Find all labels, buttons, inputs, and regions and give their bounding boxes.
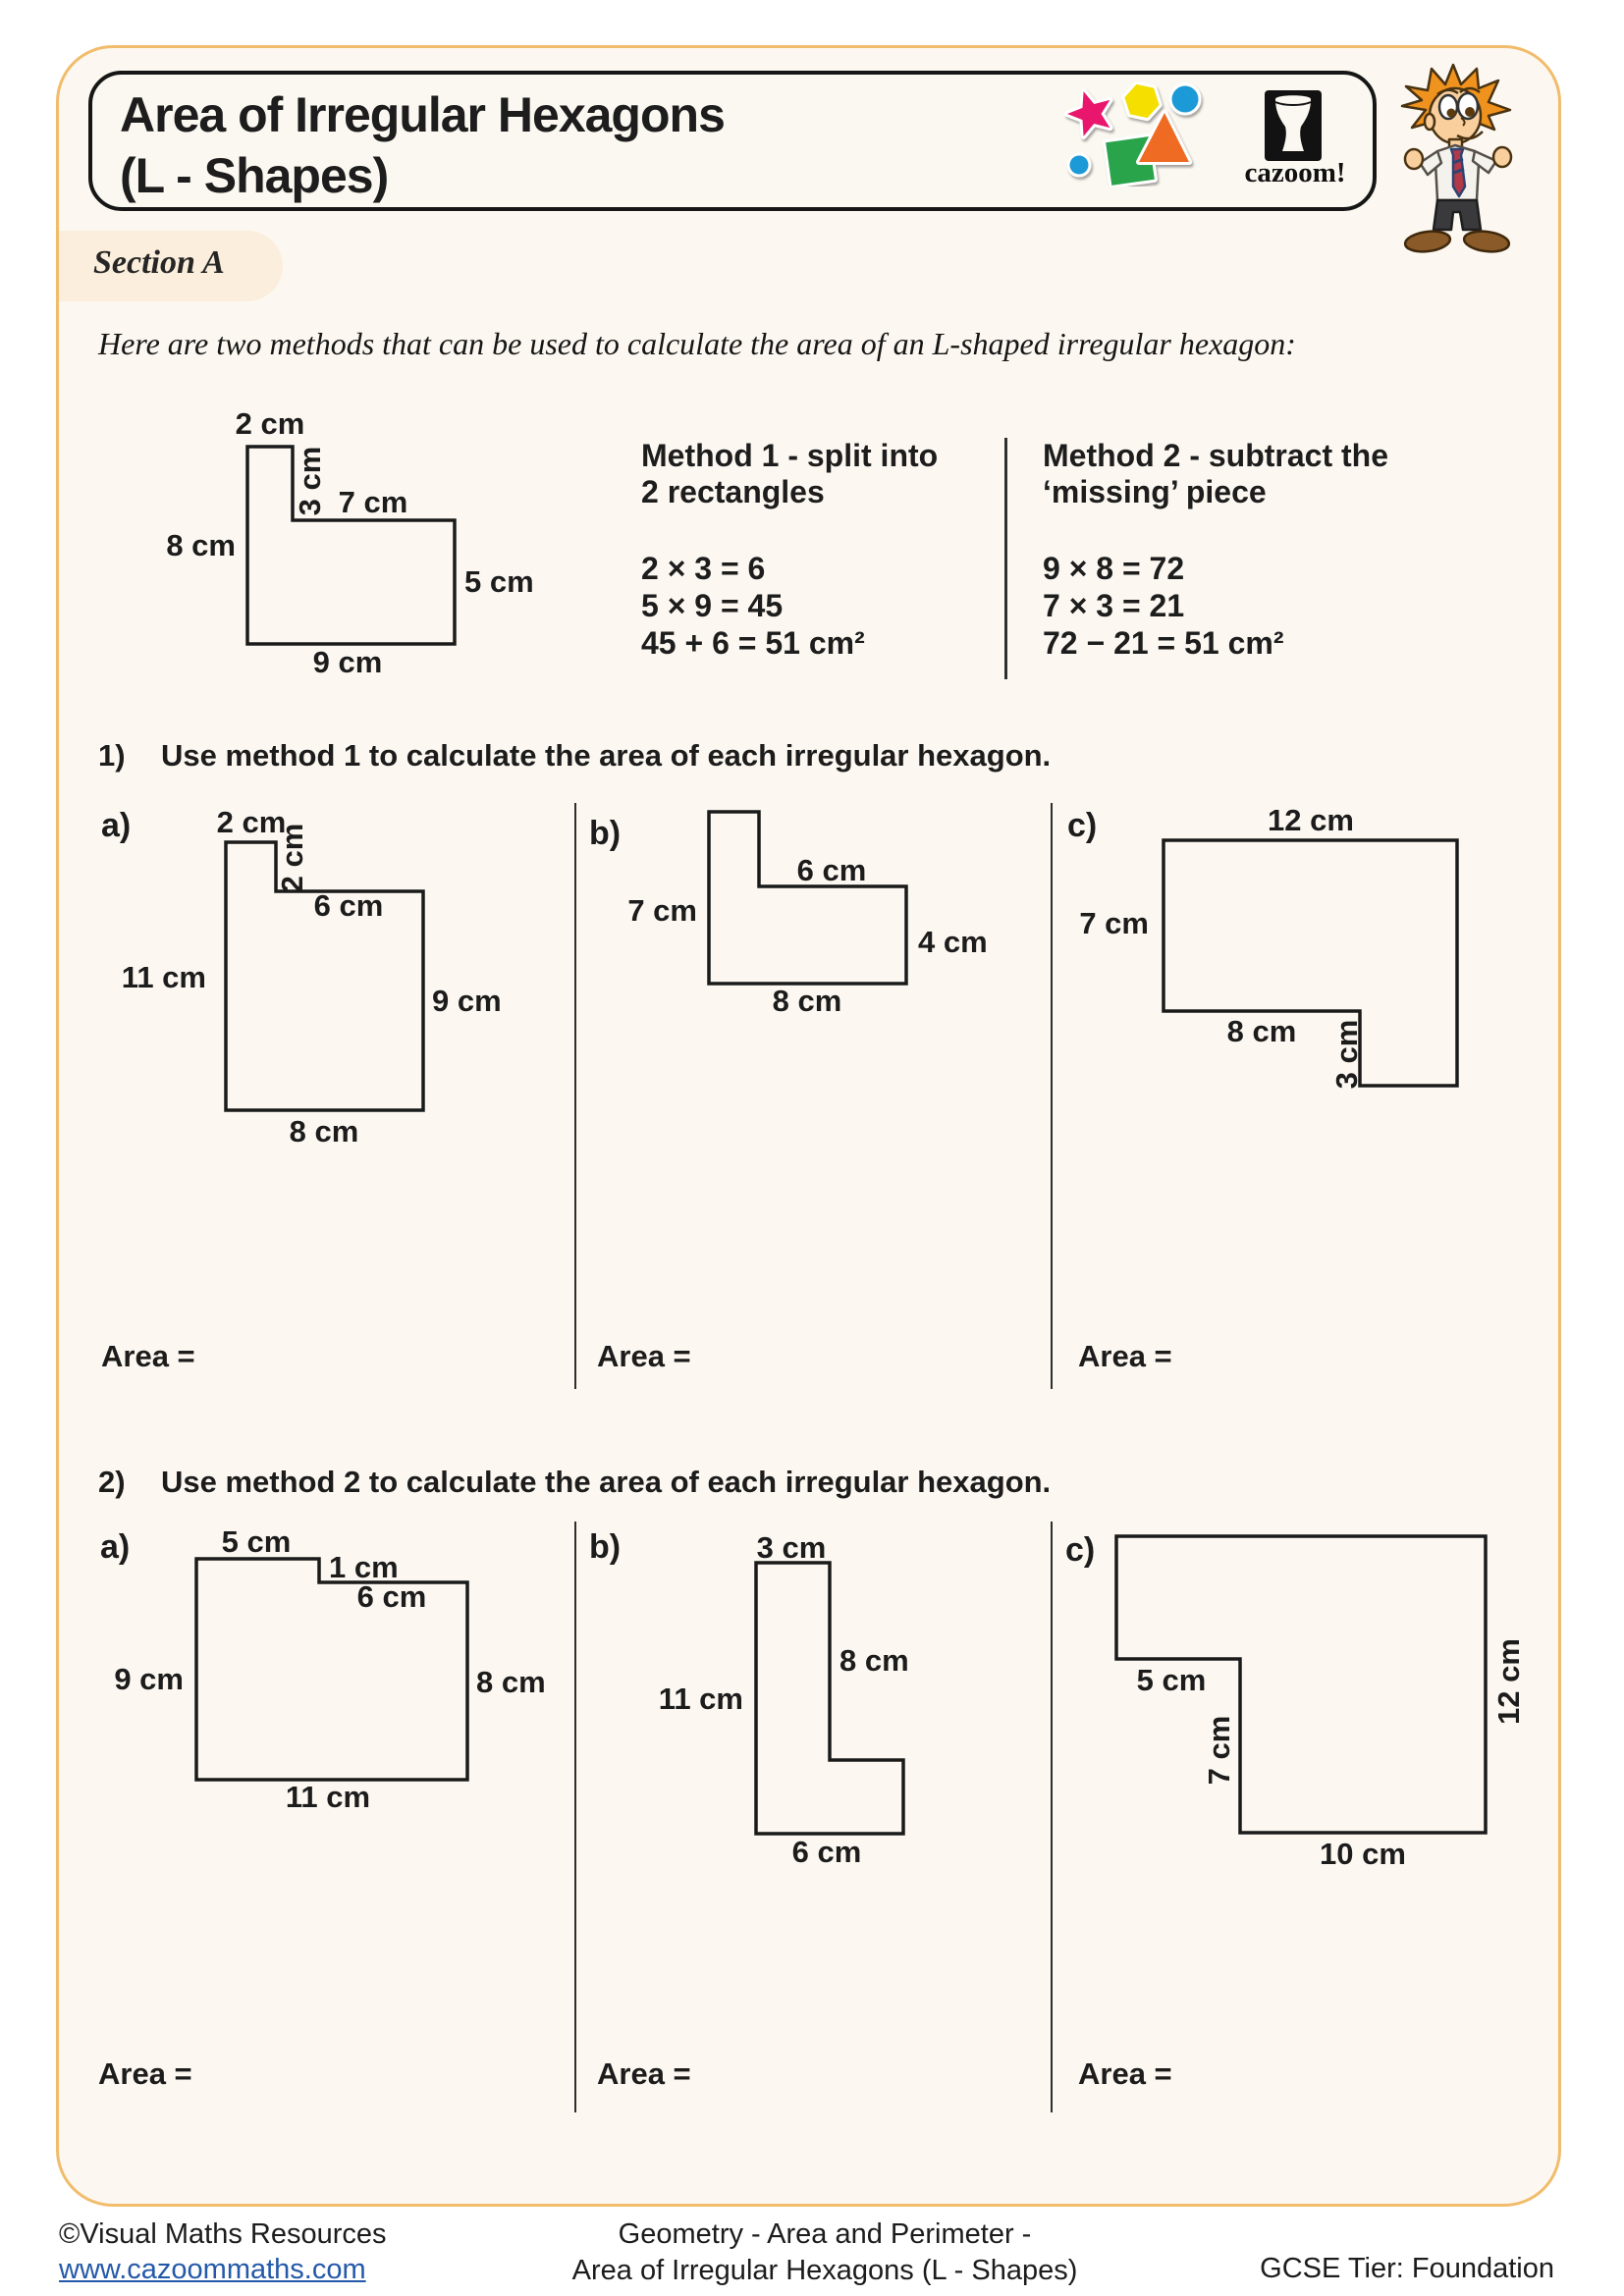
method2-title-line1: Method 2 - subtract the	[1043, 438, 1389, 473]
star-icon	[1063, 84, 1118, 138]
method1-block	[641, 438, 938, 662]
q2-divider-ab	[574, 1522, 576, 2112]
circle-icon	[1172, 86, 1199, 113]
footer-tier: GCSE Tier: Foundation	[1260, 2253, 1554, 2284]
q1c-area-label: Area =	[1078, 1339, 1172, 1373]
dim-top-left: 5 cm	[221, 1524, 292, 1559]
dim-inner-horizontal: 5 cm	[1136, 1663, 1207, 1697]
footer-credit: ©Visual Maths Resources	[59, 2218, 387, 2250]
q1a-figure	[88, 795, 560, 1168]
dim-step: 1 cm	[329, 1550, 399, 1584]
dim-right: 4 cm	[918, 925, 988, 959]
dim-right: 8 cm	[839, 1643, 909, 1678]
q1b-letter: b)	[589, 815, 622, 852]
method1-title-line2: 2 rectangles	[641, 474, 825, 509]
methods-divider	[1004, 438, 1007, 679]
question2-prompt: Use method 2 to calculate the area of each irregular hexagon.	[161, 1465, 1052, 1499]
dim-inner-horizontal: 6 cm	[313, 888, 384, 923]
mascot-hand-left	[1405, 149, 1423, 169]
method1-step: 45 + 6 = 51 cm²	[641, 625, 865, 661]
q2a-area-label: Area =	[98, 2056, 192, 2091]
q1b-shape	[709, 812, 906, 984]
dim-left: 11 cm	[121, 960, 206, 994]
q1-divider-bc	[1051, 803, 1053, 1389]
dim-left: 7 cm	[627, 893, 697, 928]
dim-top: 2 cm	[216, 805, 287, 839]
dim-top: 2 cm	[235, 406, 305, 441]
question1-prompt: Use method 1 to calculate the area of each irregular hexagon.	[161, 738, 1052, 773]
dim-bottom: 11 cm	[285, 1780, 371, 1814]
method2-step: 9 × 8 = 72	[1043, 551, 1185, 586]
mascot-illustration	[1392, 61, 1528, 261]
footer-topic-line1: Geometry - Area and Perimeter -	[618, 2218, 1032, 2250]
dim-top: 12 cm	[1268, 803, 1354, 837]
dim-left: 9 cm	[114, 1662, 184, 1696]
q2b-area-label: Area =	[597, 2056, 691, 2091]
dim-top: 3 cm	[756, 1530, 827, 1565]
q1c-shape	[1164, 840, 1457, 1086]
mascot-shoe-left	[1404, 229, 1451, 253]
section-tab	[59, 231, 283, 301]
question2-number: 2)	[98, 1465, 126, 1499]
dim-top-right: 6 cm	[356, 1579, 427, 1614]
q1b-area-label: Area =	[597, 1339, 691, 1373]
example-shape	[247, 447, 455, 644]
small-circle-icon	[1070, 156, 1089, 175]
dim-inner-horizontal: 6 cm	[796, 853, 867, 887]
q1-divider-ab	[574, 803, 576, 1389]
q2b-letter: b)	[589, 1528, 622, 1566]
dim-bottom: 9 cm	[312, 645, 383, 679]
dim-right: 9 cm	[432, 984, 502, 1018]
intro-text: Here are two methods that can be used to calculate the area of an L-shaped irregular hexagon:	[98, 326, 1296, 361]
dim-right: 8 cm	[476, 1665, 546, 1699]
cazoom-logo-text: cazoom!	[1244, 157, 1346, 188]
q2-divider-bc	[1051, 1522, 1053, 2112]
dim-bottom: 8 cm	[289, 1114, 359, 1148]
dim-inner-vertical: 3 cm	[1329, 1019, 1364, 1090]
q1a-letter: a)	[101, 807, 132, 844]
dim-right: 12 cm	[1491, 1638, 1526, 1725]
section-label: Section A	[93, 244, 225, 281]
method2-step: 7 × 3 = 21	[1043, 588, 1185, 623]
dim-inner-vertical: 3 cm	[293, 446, 327, 516]
q2c-letter: c)	[1065, 1531, 1096, 1569]
example-figure	[147, 393, 560, 687]
cazoom-drum-icon	[1265, 90, 1322, 161]
q1a-shape	[226, 842, 423, 1110]
dim-bottom: 10 cm	[1320, 1837, 1406, 1871]
dim-bottom: 6 cm	[791, 1835, 862, 1869]
q2a-shape	[196, 1559, 467, 1780]
q2b-shape	[756, 1563, 903, 1834]
q1a-area-label: Area =	[101, 1339, 195, 1373]
dim-inner-vertical: 7 cm	[1202, 1715, 1236, 1786]
footer-link[interactable]: www.cazoommaths.com	[59, 2254, 366, 2285]
footer-credit-block	[59, 2216, 387, 2287]
page-title	[120, 84, 725, 206]
q2a-letter: a)	[100, 1528, 131, 1566]
mascot-pants	[1434, 200, 1481, 230]
footer-topic-block	[491, 2216, 1159, 2289]
shapes-logo-icon	[1063, 79, 1213, 187]
mascot-shoe-right	[1463, 229, 1510, 253]
dim-inner-horizontal: 7 cm	[338, 485, 408, 519]
method1-step: 2 × 3 = 6	[641, 551, 766, 586]
hexagon-icon	[1121, 82, 1163, 120]
q2b-figure	[579, 1512, 1051, 1904]
dim-left: 8 cm	[166, 528, 236, 562]
question1-number: 1)	[98, 738, 126, 773]
q2c-area-label: Area =	[1078, 2056, 1172, 2091]
q2c-figure	[1060, 1512, 1610, 1904]
method2-title-line2: ‘missing’ piece	[1043, 474, 1267, 509]
footer-topic-line2: Area of Irregular Hexagons (L - Shapes)	[571, 2255, 1078, 2286]
mascot-hand-right	[1493, 147, 1511, 167]
mascot-ear	[1425, 114, 1435, 130]
q1c-letter: c)	[1067, 807, 1098, 844]
method1-step: 5 × 9 = 45	[641, 588, 784, 623]
dim-bottom: 8 cm	[772, 984, 842, 1018]
page-title-line2: (L - Shapes)	[120, 148, 389, 203]
method2-block	[1043, 438, 1388, 662]
dim-inner-vertical: 2 cm	[275, 823, 309, 893]
dim-inner-horizontal: 8 cm	[1226, 1014, 1297, 1048]
page-title-line1: Area of Irregular Hexagons	[120, 87, 725, 142]
dim-left: 7 cm	[1079, 906, 1149, 940]
q1c-figure	[1060, 795, 1571, 1129]
dim-right: 5 cm	[464, 564, 534, 599]
method1-title-line1: Method 1 - split into	[641, 438, 939, 473]
q1b-figure	[579, 795, 1051, 1090]
method2-step: 72 − 21 = 51 cm²	[1043, 625, 1284, 661]
q2a-figure	[88, 1512, 560, 1855]
dim-left: 11 cm	[658, 1682, 743, 1716]
